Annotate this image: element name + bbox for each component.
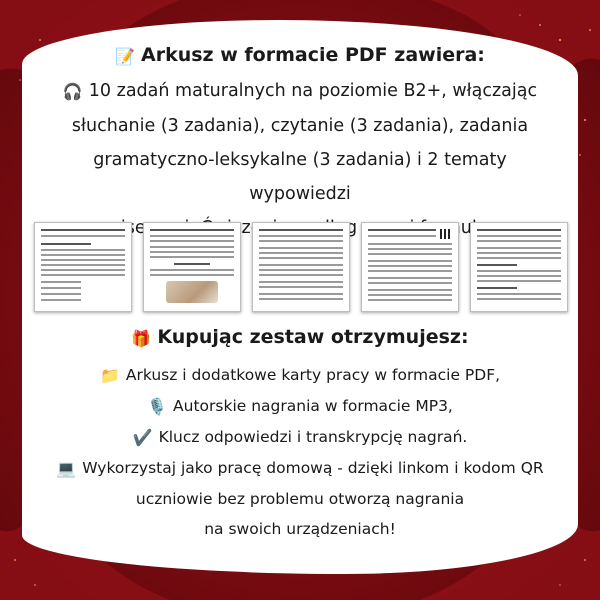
intro-paragraph: 🎧 10 zadań maturalnych na poziomie B2+, włączając słuchanie (3 zadania), czytanie (3 zadania), zadania gramatyczno-leksykalne (3 zadania) i 2 tematy wypowiedzi Ćwiczenia — [56, 74, 544, 245]
closing-line: na swoich urządzeniach! — [204, 520, 396, 538]
heading-set-contents: 🎁 Kupując zestaw otrzymujesz: — [131, 326, 469, 348]
worksheet-previews — [34, 222, 566, 310]
list-item: 💻 Wykorzystaj jako pracę domową - dzięki linkom i kodom QR — [40, 453, 560, 484]
headphones-icon: 🎧 — [62, 82, 83, 101]
list-item: 📁 Arkusz i dodatkowe karty pracy w formacie PDF, — [40, 360, 560, 391]
list-item: ✔️ Klucz odpowiedzi i transkrypcję nagrań. — [40, 422, 560, 453]
microphone-icon: 🎙️ — [147, 397, 168, 416]
worksheet-page-thumbnail — [361, 222, 459, 312]
worksheet-page-thumbnail — [252, 222, 350, 312]
checkmark-icon: ✔️ — [132, 428, 153, 447]
worksheet-page-thumbnail — [470, 222, 568, 312]
folder-icon: 📁 — [99, 366, 120, 385]
benefits-list — [40, 360, 560, 544]
gift-icon: 🎁 — [131, 329, 152, 348]
heading-pdf-contents: 📝 Arkusz w formacie PDF zawiera: — [115, 44, 485, 66]
worksheet-page-thumbnail — [34, 222, 132, 312]
memo-icon: 📝 — [115, 47, 136, 66]
list-item: 🎙️ Autorskie nagrania w formacie MP3, — [40, 391, 560, 422]
laptop-icon: 💻 — [56, 459, 77, 478]
worksheet-page-thumbnail — [143, 222, 241, 312]
closing-line: uczniowie bez problemu otworzą nagrania — [135, 490, 465, 508]
